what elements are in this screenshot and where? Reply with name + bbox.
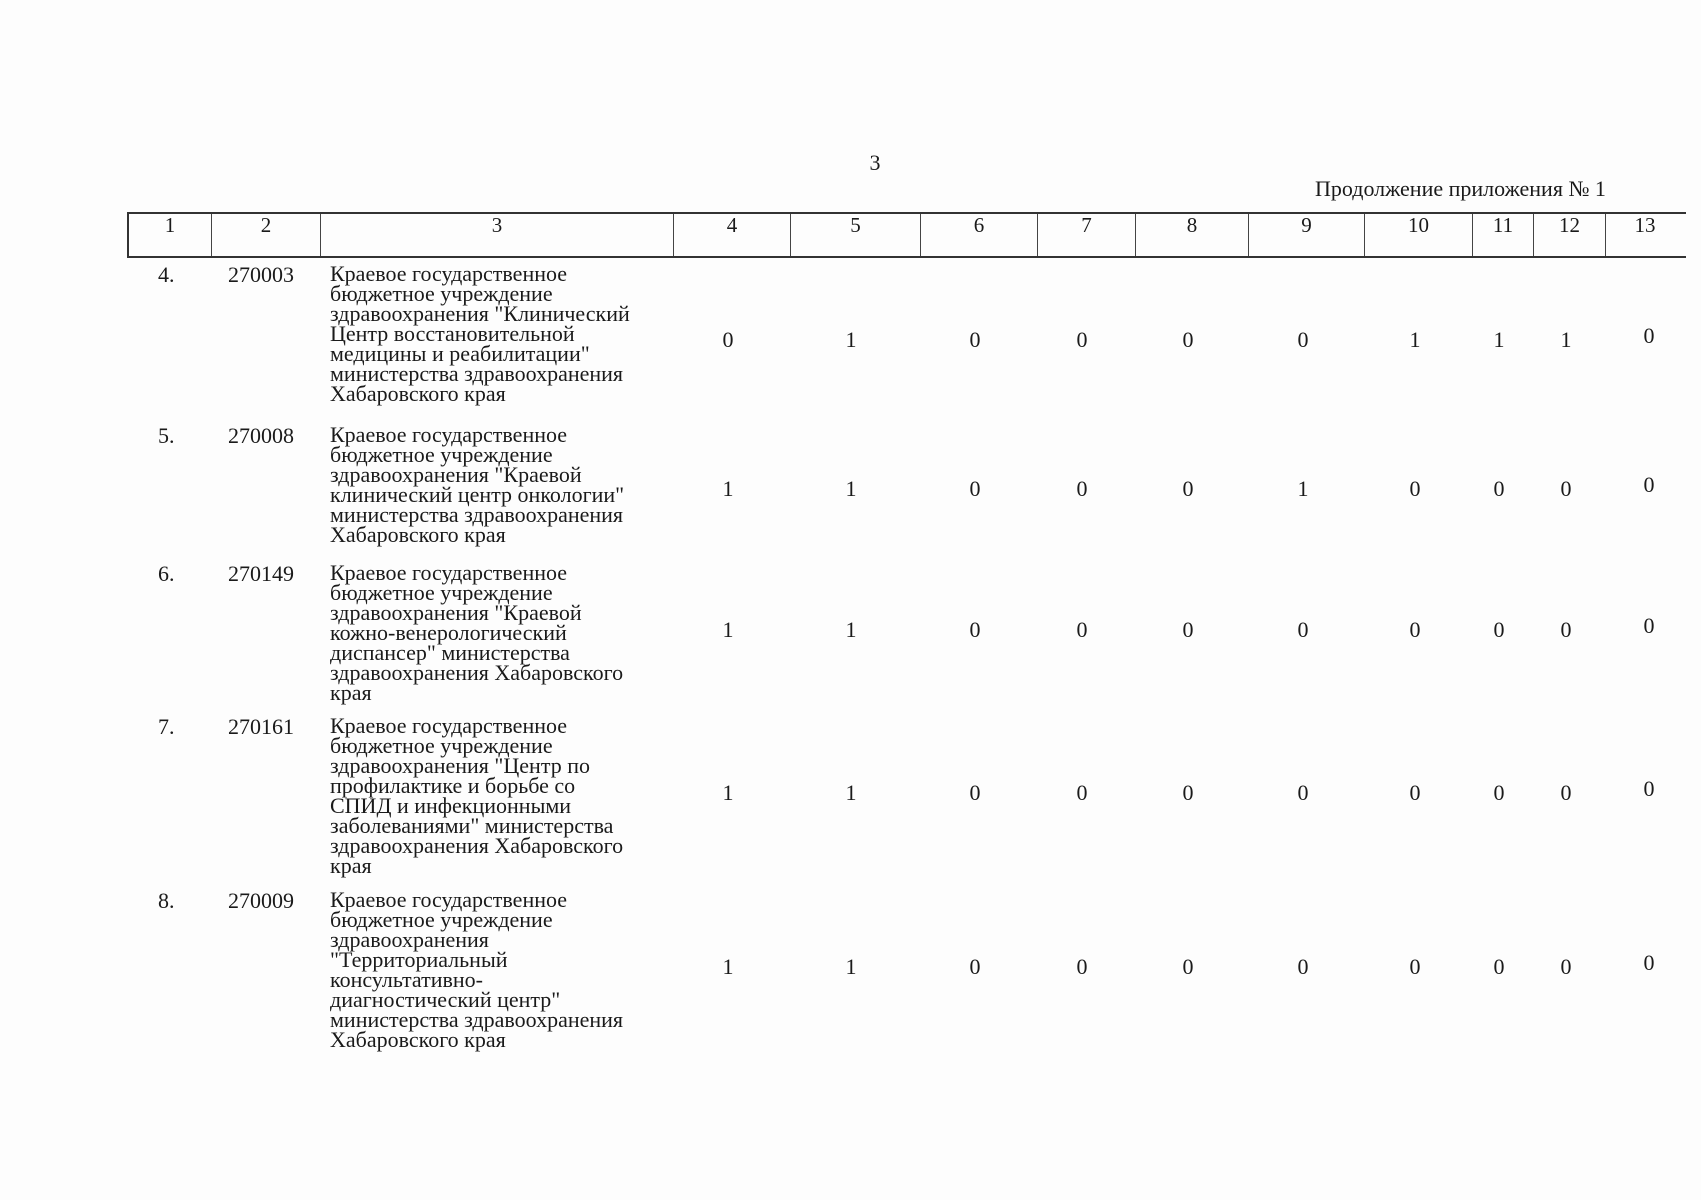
value-col-10: 1 bbox=[1409, 327, 1421, 352]
header-col-9: 9 bbox=[1249, 214, 1365, 256]
value-col-4: 1 bbox=[722, 617, 734, 642]
value-col-5: 1 bbox=[845, 780, 857, 805]
value-col-4: 1 bbox=[722, 476, 734, 501]
value-col-4: 0 bbox=[722, 327, 734, 352]
value-col-7: 0 bbox=[1076, 327, 1088, 352]
header-col-2: 2 bbox=[212, 214, 321, 256]
value-col-5: 1 bbox=[845, 617, 857, 642]
value-col-9: 0 bbox=[1297, 780, 1309, 805]
table-row bbox=[0, 888, 1701, 1058]
value-col-8: 0 bbox=[1182, 617, 1194, 642]
value-col-13: 0 bbox=[1643, 950, 1655, 975]
value-col-7: 0 bbox=[1076, 780, 1088, 805]
value-col-4: 1 bbox=[722, 954, 734, 979]
value-col-6: 0 bbox=[969, 954, 981, 979]
value-col-8: 0 bbox=[1182, 954, 1194, 979]
value-col-13: 0 bbox=[1643, 323, 1655, 348]
value-col-6: 0 bbox=[969, 780, 981, 805]
value-col-7: 0 bbox=[1076, 617, 1088, 642]
row-number: 4. bbox=[158, 262, 175, 287]
value-col-8: 0 bbox=[1182, 476, 1194, 501]
table-header bbox=[127, 212, 1686, 258]
value-col-9: 0 bbox=[1297, 327, 1309, 352]
institution-code: 270008 bbox=[228, 423, 294, 448]
value-col-11: 0 bbox=[1493, 954, 1505, 979]
value-col-10: 0 bbox=[1409, 954, 1421, 979]
header-col-8: 8 bbox=[1136, 214, 1249, 256]
value-col-13: 0 bbox=[1643, 613, 1655, 638]
header-col-12: 12 bbox=[1534, 214, 1606, 256]
value-col-13: 0 bbox=[1643, 472, 1655, 497]
row-number: 7. bbox=[158, 714, 175, 739]
value-col-5: 1 bbox=[845, 476, 857, 501]
value-col-13: 0 bbox=[1643, 776, 1655, 801]
value-col-8: 0 bbox=[1182, 327, 1194, 352]
row-number: 5. bbox=[158, 423, 175, 448]
institution-code: 270149 bbox=[228, 561, 294, 586]
header-col-3: 3 bbox=[321, 214, 674, 256]
header-col-4: 4 bbox=[674, 214, 791, 256]
header-col-11: 11 bbox=[1473, 214, 1534, 256]
value-col-8: 0 bbox=[1182, 780, 1194, 805]
institution-name: Краевое государственное бюджетное учреждение здравоохранения "Краевой клинический центр онкологии" министерства здравоохранения Хабаровского края bbox=[330, 422, 625, 547]
value-col-12: 0 bbox=[1560, 780, 1572, 805]
value-col-7: 0 bbox=[1076, 476, 1088, 501]
value-col-12: 0 bbox=[1560, 476, 1572, 501]
row-number: 8. bbox=[158, 888, 175, 913]
value-col-11: 1 bbox=[1493, 327, 1505, 352]
appendix-note: Продолжение приложения № 1 bbox=[1315, 176, 1606, 201]
header-col-10: 10 bbox=[1365, 214, 1473, 256]
value-col-12: 0 bbox=[1560, 617, 1572, 642]
value-col-4: 1 bbox=[722, 780, 734, 805]
institution-name: Краевое государственное бюджетное учреждение здравоохранения "Территориальный консультативно- диагностический центр" министерства здравоохранения Хабаровского края bbox=[330, 887, 624, 1052]
value-col-11: 0 bbox=[1493, 617, 1505, 642]
institution-code: 270161 bbox=[228, 714, 294, 739]
value-col-7: 0 bbox=[1076, 954, 1088, 979]
row-number: 6. bbox=[158, 561, 175, 586]
institution-code: 270009 bbox=[228, 888, 294, 913]
table-row bbox=[0, 561, 1701, 711]
institution-name: Краевое государственное бюджетное учреждение здравоохранения "Клинический Центр восстановительной медицины и реабилитации" министерства здравоохранения Хабаровского края bbox=[330, 261, 630, 406]
institution-name: Краевое государственное бюджетное учреждение здравоохранения "Центр по профилактике и борьбе со СПИД и инфекционными заболеваниями" министерства здравоохранения Хабаровского края bbox=[330, 713, 624, 878]
value-col-11: 0 bbox=[1493, 476, 1505, 501]
value-col-10: 0 bbox=[1409, 617, 1421, 642]
header-col-5: 5 bbox=[791, 214, 921, 256]
value-col-6: 0 bbox=[969, 476, 981, 501]
header-col-7: 7 bbox=[1038, 214, 1136, 256]
value-col-6: 0 bbox=[969, 327, 981, 352]
value-col-12: 0 bbox=[1560, 954, 1572, 979]
table-row bbox=[0, 423, 1701, 553]
value-col-5: 1 bbox=[845, 327, 857, 352]
value-col-9: 0 bbox=[1297, 954, 1309, 979]
institution-name: Краевое государственное бюджетное учреждение здравоохранения "Краевой кожно-венерологический диспансер" министерства здравоохранения Хабаровского края bbox=[330, 560, 624, 705]
institution-code: 270003 bbox=[228, 262, 294, 287]
header-col-1: 1 bbox=[129, 214, 212, 256]
value-col-6: 0 bbox=[969, 617, 981, 642]
value-col-5: 1 bbox=[845, 954, 857, 979]
table-row bbox=[0, 714, 1701, 884]
header-col-13: 13 bbox=[1634, 213, 1656, 237]
value-col-10: 0 bbox=[1409, 476, 1421, 501]
table-row bbox=[0, 262, 1701, 412]
header-col-6: 6 bbox=[921, 214, 1038, 256]
value-col-9: 1 bbox=[1297, 476, 1309, 501]
value-col-10: 0 bbox=[1409, 780, 1421, 805]
value-col-11: 0 bbox=[1493, 780, 1505, 805]
value-col-9: 0 bbox=[1297, 617, 1309, 642]
page-number: 3 bbox=[869, 150, 881, 175]
value-col-12: 1 bbox=[1560, 327, 1572, 352]
